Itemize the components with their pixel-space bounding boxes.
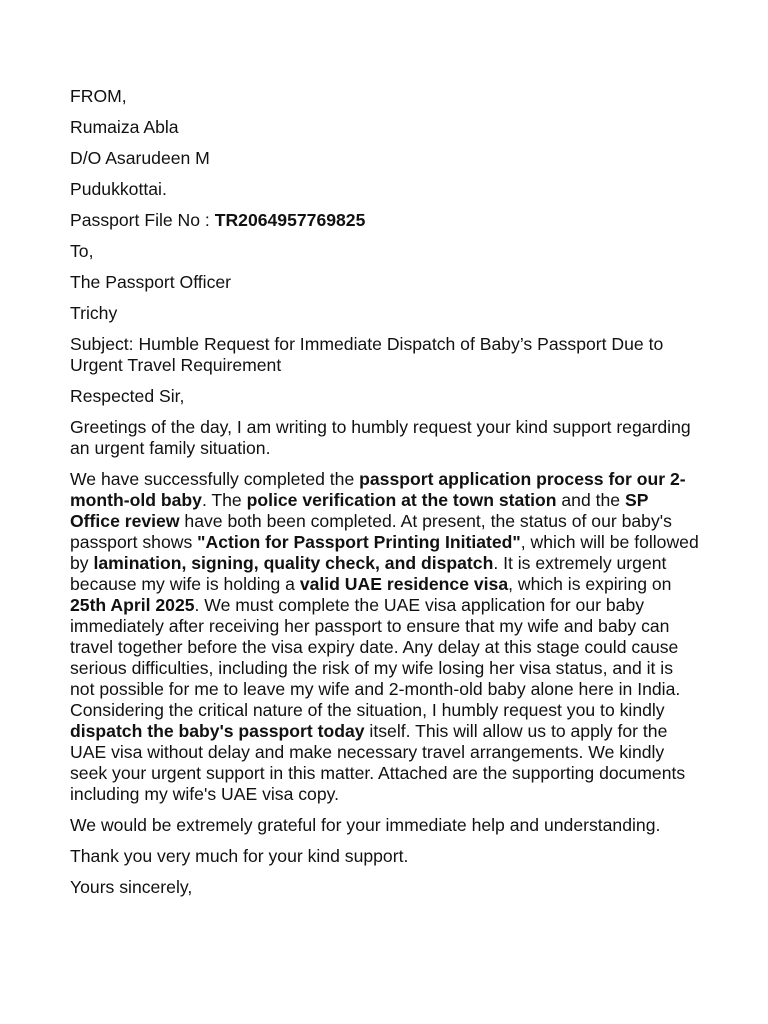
main-paragraph-run: . We must complete the UAE visa application for our baby immediately after receiving her passport to ensure that my wife and baby can travel together before the visa expiry date. Any delay at this stage could cause serious difficulties, including the risk of my wife losing her visa status, and it is not possible for me to leave my wife and 2-month-old baby alone here in India. Considering the critical nature of the situation, I humbly request you to kindly xyxy=(70,595,681,720)
main-paragraph-bold-run: dispatch the baby's passport today xyxy=(70,721,365,741)
main-paragraph-bold-run: passport application process for our 2-month-old baby xyxy=(70,469,686,510)
sender-city: Pudukkottai. xyxy=(70,179,167,199)
main-paragraph-run: and the xyxy=(556,490,625,510)
closing: Yours sincerely, xyxy=(70,877,193,897)
main-paragraph-bold-run: lamination, signing, quality check, and dispatch xyxy=(93,553,494,573)
main-paragraph-run: We have successfully completed the xyxy=(70,469,360,489)
passport-file-line xyxy=(70,210,700,231)
thanks-paragraph: Thank you very much for your kind support. xyxy=(70,846,409,866)
main-paragraph-run: have both been completed. At present, the status of our baby's passport shows xyxy=(70,511,672,552)
sender-relation: D/O Asarudeen M xyxy=(70,148,210,168)
greeting-paragraph: Greetings of the day, I am writing to humbly request your kind support regarding an urgent family situation. xyxy=(70,417,691,458)
main-paragraph-run: , which is expiring on xyxy=(508,574,672,594)
main-paragraph-run: itself. This will allow us to apply for the UAE visa without delay and make necessary travel arrangements. We kindly seek your urgent support in this matter. Attached are the supporting documents including my wife's UAE visa copy. xyxy=(70,721,686,804)
salutation: Respected Sir, xyxy=(70,386,185,406)
main-paragraph xyxy=(70,469,700,805)
main-paragraph-bold-run: "Action for Passport Printing Initiated" xyxy=(197,532,521,552)
from-label: FROM, xyxy=(70,86,127,106)
to-label: To, xyxy=(70,241,94,261)
recipient-title: The Passport Officer xyxy=(70,272,232,292)
passport-file-label: Passport File No : xyxy=(70,210,215,230)
recipient-city: Trichy xyxy=(70,303,118,323)
main-paragraph-bold-run: valid UAE residence visa xyxy=(299,574,509,594)
main-paragraph-run: . It is extremely urgent because my wife is holding a xyxy=(70,553,667,594)
main-paragraph-bold-run: 25th April 2025 xyxy=(70,595,195,615)
main-paragraph-bold-run: SP Office review xyxy=(70,490,649,531)
main-paragraph-run: , which will be followed by xyxy=(70,532,699,573)
passport-file-number: TR2064957769825 xyxy=(214,210,366,230)
main-paragraph-bold-run: police verification at the town station xyxy=(246,490,557,510)
subject-line: Subject: Humble Request for Immediate Dispatch of Baby’s Passport Due to Urgent Travel Requirement xyxy=(70,334,664,375)
main-paragraph-run: . The xyxy=(201,490,247,510)
letter-document xyxy=(70,86,700,908)
gratitude-paragraph: We would be extremely grateful for your immediate help and understanding. xyxy=(70,815,661,835)
sender-name: Rumaiza Abla xyxy=(70,117,179,137)
